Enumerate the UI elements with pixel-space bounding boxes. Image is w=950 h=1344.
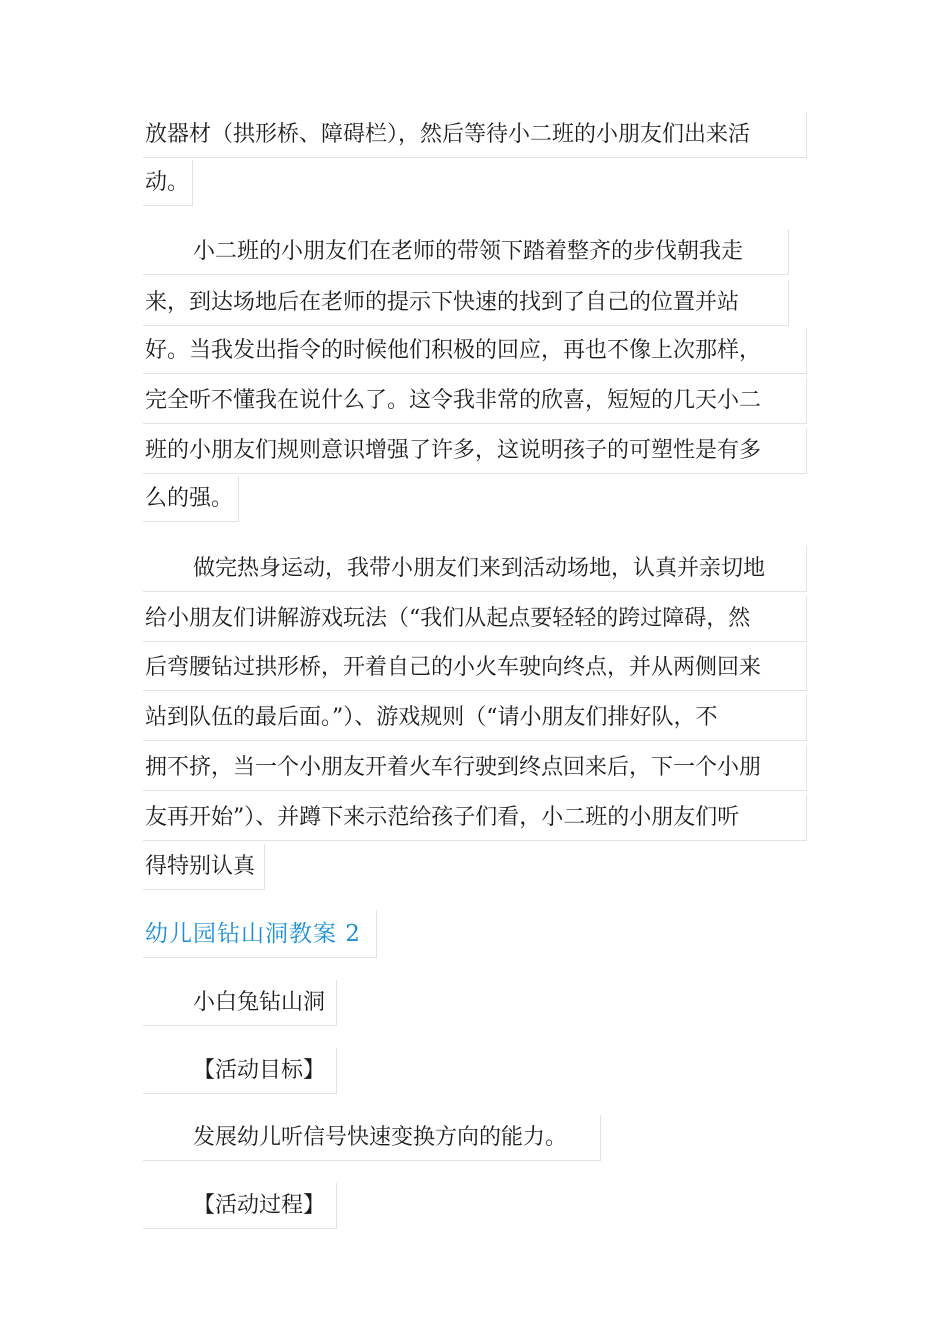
- lesson-subtitle: 小白兔钻山洞: [143, 980, 337, 1026]
- goal-text: 发展幼儿听信号快速变换方向的能力。: [143, 1115, 601, 1161]
- process-label: 【活动过程】: [143, 1183, 337, 1229]
- paragraph-line: 么的强。: [143, 476, 239, 522]
- paragraph-line: 友再开始”）、并蹲下来示范给孩子们看，小二班的小朋友们听: [143, 795, 807, 841]
- paragraph-line: 放器材（拱形桥、障碍栏），然后等待小二班的小朋友们出来活: [143, 112, 807, 158]
- paragraph-line: 好。当我发出指令的时候他们积极的回应，再也不像上次那样，: [143, 328, 807, 374]
- goal-label: 【活动目标】: [143, 1048, 337, 1094]
- paragraph-line: 完全听不懂我在说什么了。这令我非常的欣喜，短短的几天小二: [143, 378, 807, 424]
- section-heading: 幼儿园钻山洞教案 2: [143, 910, 377, 958]
- paragraph-line: 后弯腰钻过拱形桥，开着自己的小火车驶向终点，并从两侧回来: [143, 645, 807, 691]
- paragraph-line: 小二班的小朋友们在老师的带领下踏着整齐的步伐朝我走: [143, 229, 789, 275]
- paragraph-line: 得特别认真: [143, 844, 265, 890]
- paragraph-line: 来，到达场地后在老师的提示下快速的找到了自己的位置并站: [143, 280, 789, 326]
- paragraph-line: 站到队伍的最后面。”）、游戏规则（“请小朋友们排好队，不: [143, 695, 807, 741]
- paragraph-line: 动。: [143, 160, 193, 206]
- paragraph-line: 班的小朋友们规则意识增强了许多，这说明孩子的可塑性是有多: [143, 428, 807, 474]
- paragraph-line: 做完热身运动，我带小朋友们来到活动场地，认真并亲切地: [143, 546, 807, 592]
- paragraph-line: 给小朋友们讲解游戏玩法（“我们从起点要轻轻的跨过障碍，然: [143, 596, 807, 642]
- paragraph-line: 拥不挤，当一个小朋友开着火车行驶到终点回来后，下一个小朋: [143, 745, 807, 791]
